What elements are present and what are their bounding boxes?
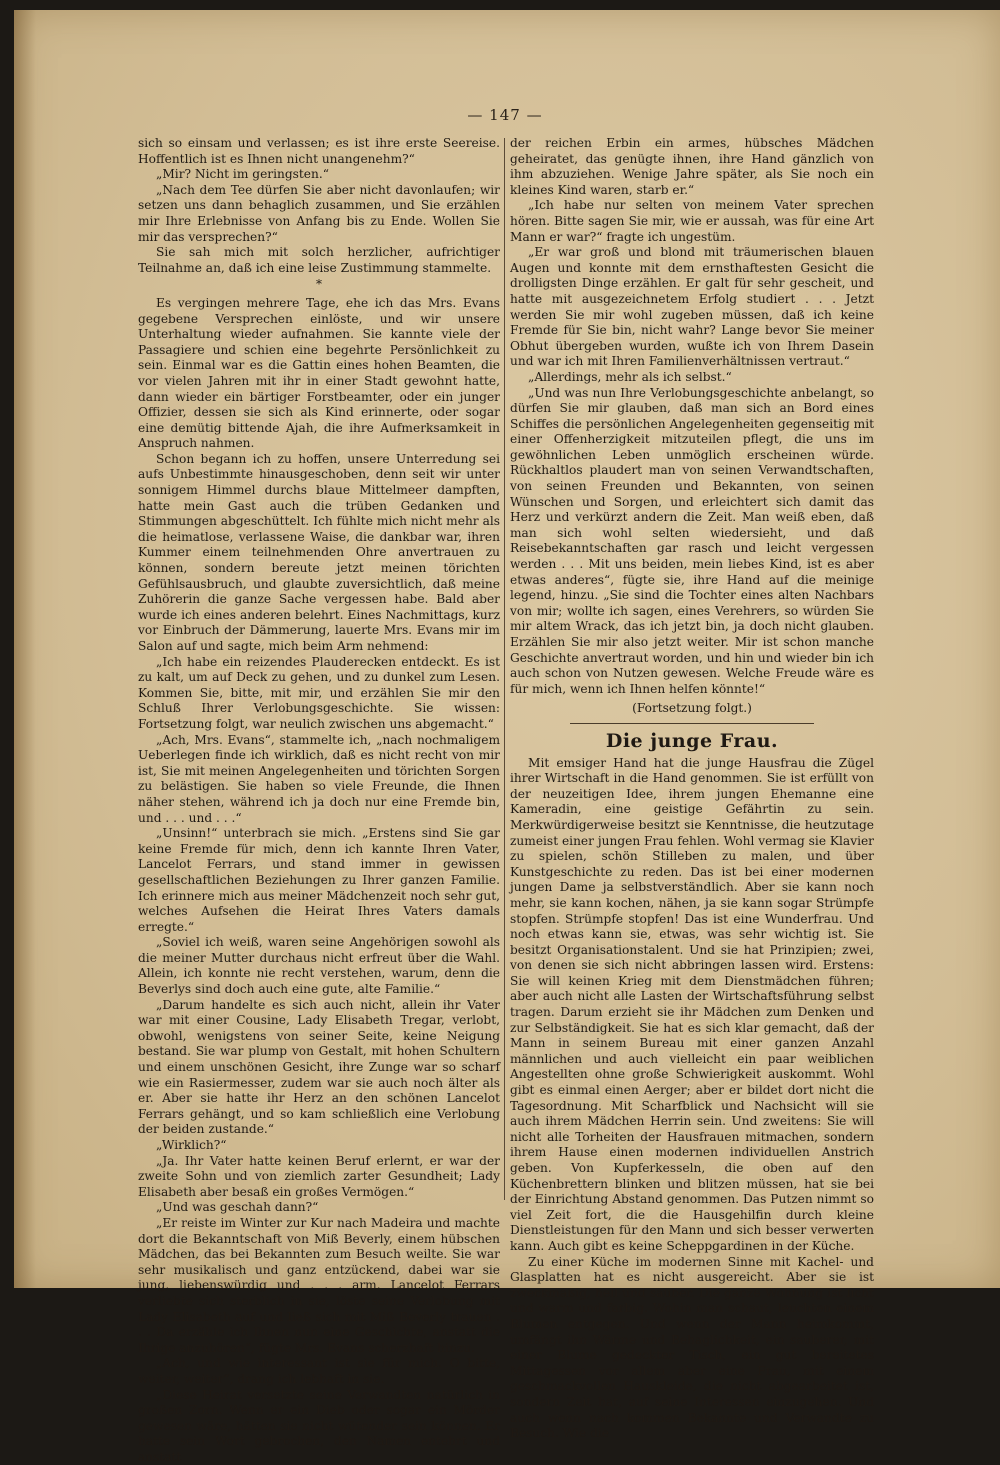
newspaper-page <box>14 10 1000 1288</box>
article-title: Die junge Frau. <box>510 734 874 750</box>
paragraph: Zu einer Küche im modernen Sinne mit Kachel- und Glasplatten hat es nicht ausgereicht. Aber sie ist zweckmäßig, hell und sauber. Die ganze Wohnung ist licht und warm und farbig. Wohin man schaut, leuchten einem Blumen entgegen. Und wenn der Mann heimkommt, umfängt ihn Wärme und Behaglichkeit, ein sauberer, mit einer Blume gedeckter Tisch, ein gut bereitetes Mittagessen vor allem aber eine Frau, mit einem geschmackvollen Hauskleide, die nicht abgearbeitet ist, sondern Zeit hat, auf seine Interessen einzugehen. Und auch wenn nach kommen Bekannte und Verwandte zu Besuch. Wie die <box>510 1255 874 1442</box>
paragraph: „Wirklich?“ <box>138 1138 500 1154</box>
article-rule <box>570 723 814 724</box>
paragraph: Sie sah mich mit solch herzlicher, aufrichtiger Teilnahme an, daß ich eine leise Zustimmung stammelte. <box>138 245 500 276</box>
paragraph: Schon begann ich zu hoffen, unsere Unterredung sei aufs Unbestimmte hinausgeschoben, denn seit wir unter sonnigem Himmel durchs blaue Mittelmeer dampften, hatte mein Gast auch die trüben Gedanken und Stimmungen abgeschüttelt. Ich fühlte mich nicht mehr als die heimatlose, verlassene Waise, die dankbar war, ihren Kummer einem teilnehmenden Ohre anvertrauen zu können, sondern bereute jetzt meinen törichten Gefühlsausbruch, und glaubte zuversichtlich, daß meine Zuhörerin die ganze Sache vergessen habe. Bald aber wurde ich eines anderen belehrt. Eines Nachmittags, kurz vor Einbruch der Dämmerung, lauerte Mrs. Evans mir im Salon auf und sagte, mich beim Arm nehmend: <box>138 452 500 655</box>
paragraph: der reichen Erbin ein armes, hübsches Mädchen geheiratet, das genügte ihnen, ihre Hand gänzlich von ihm abzuziehen. Wenige Jahre später, als Sie noch ein kleines Kind waren, starb er.“ <box>510 136 874 198</box>
left-column <box>138 136 500 1204</box>
paragraph: „Ich habe nur selten von meinem Vater sprechen hören. Bitte sagen Sie mir, wie er aussah, was für eine Art Mann er war?“ fragte ich ungestüm. <box>510 198 874 245</box>
paragraph: „Mir? Nicht im geringsten.“ <box>138 167 500 183</box>
paragraph: „Soviel ich weiß, waren seine Angehörigen sowohl als die meiner Mutter durchaus nicht erfreut über die Wahl. Allein, ich konnte nie recht verstehen, warum, denn die Beverlys sind doch auch eine gute, alte Familie.“ <box>138 935 500 997</box>
continuation-note: (Fortsetzung folgt.) <box>510 701 874 717</box>
paragraph: „Ja. Ihr Vater hatte keinen Beruf erlernt, er war der zweite Sohn und von ziemlich zarter Gesundheit; Lady Elisabeth aber besaß ein großes Vermögen.“ <box>138 1154 500 1201</box>
paragraph: „Ach, und wie interessant ist sie für mich. O bitte, weiter, weiter“, drang ich lebhaft in sie. <box>138 1356 500 1387</box>
paragraph: „Unsinn!“ unterbrach sie mich. „Erstens sind Sie gar keine Fremde für mich, denn ich kannte Ihren Vater, Lancelot Ferrars, und stand immer in gewissen gesellschaftlichen Beziehungen zu Ihrer ganzen Familie. Ich erinnere mich aus meiner Mädchenzeit noch sehr gut, welches Aufsehen die Heirat Ihres Vaters damals erregte.“ <box>138 826 500 935</box>
paragraph: „Er reiste im Winter zur Kur nach Madeira und machte dort die Bekanntschaft von Miß Beverly, einem hübschen Mädchen, das bei Bekannten zum Besuch weilte. Sie war sehr musikalisch und ganz entzückend, dabei war sie jung, liebenswürdig und . . . arm. Lancelot Ferrars verliebte sich sterblich in sie, löste seine Verlobung mit Lady Elisabeth auf und ließ sich mit Miß Beverly trauen . . . Da erzähle ich Ihnen nun eine Geschichte, anstatt die Ihrige anzuhören“, fügte Mrs. Evans scherzhaft hinzu. <box>138 1216 500 1356</box>
paragraph: „Er war groß und blond mit träumerischen blauen Augen und konnte mit dem ernsthaftesten Gesicht die drolligsten Dinge erzählen. Er galt für sehr gescheit, und hatte mit ausgezeichnetem Erfolg studiert . . . Jetzt werden Sie mir wohl zugeben müssen, daß ich keine Fremde für Sie bin, nicht wahr? Lange bevor Sie meiner Obhut übergeben wurden, wußte ich von Ihrem Dasein und war ich mit Ihren Familienverhältnissen vertraut.“ <box>510 245 874 370</box>
paragraph: „Ach, Mrs. Evans“, stammelte ich, „nach nochmaligem Ueberlegen finde ich wirklich, daß es nicht recht von mir ist, Sie mit meinen Angelegenheiten und törichten Sorgen zu belästigen. Sie haben so viele Freunde, die Ihnen näher stehen, während ich ja doch nur eine Fremde bin, und . . . und . . .“ <box>138 733 500 827</box>
paragraph: Mit emsiger Hand hat die junge Hausfrau die Zügel ihrer Wirtschaft in die Hand genommen. Sie ist erfüllt von der neuzeitigen Idee, ihrem jungen Ehemanne eine Kameradin, eine geistige Gefährtin zu sein. Merkwürdigerweise besitzt sie Kenntnisse, die heutzutage zumeist einer jungen Frau fehlen. Wohl vermag sie Klavier zu spielen, schön Stilleben zu malen, und über Kunstgeschichte zu reden. Das ist bei einer modernen jungen Dame ja selbstverständlich. Aber sie kann noch mehr, sie kann kochen, nähen, ja sie kann sogar Strümpfe stopfen. Strümpfe stopfen! Das ist eine Wunderfrau. Und noch etwas kann sie, etwas, was sehr wichtig ist. Sie besitzt Organisationstalent. Und sie hat Prinzipien; zwei, von denen sie sich nicht abbringen lassen wird. Erstens: Sie will keinen Krieg mit dem Dienstmädchen führen; aber auch nicht alle Lasten der Wirtschaftsführung selbst tragen. Darum erzieht sie ihr Mädchen zum Denken und zur Selbständigkeit. Sie hat es sich klar gemacht, daß der Mann in seinem Bureau mit einer ganzen Anzahl männlichen und auch vielleicht ein paar weiblichen Angestellten ohne große Schwierigkeit auskommt. Wohl gibt es einmal einen Aerger; aber er bildet dort nicht die Tagesordnung. Mit Scharfblick und Nachsicht will sie auch ihrem Mädchen Herrin sein. Und zweitens: Sie will nicht alle Torheiten der Hausfrauen mitmachen, sondern ihrem Hause einen modernen individuellen Anstrich geben. Von Kupferkesseln, die oben auf den Küchenbrettern blinken und blitzen müssen, hat sie bei der Einrichtung Abstand genommen. Das Putzen nimmt so viel Zeit fort, die die Hausgehilfin durch kleine Dienstleistungen für den Mann und sich besser verwerten kann. Auch gibt es keine Scheppgardinen in der Küche. <box>510 756 874 1255</box>
paragraph: „Allerdings, mehr als ich selbst.“ <box>510 370 874 386</box>
paragraph: „Und was geschah dann?“ <box>138 1200 500 1216</box>
column-divider <box>504 138 505 1200</box>
paragraph: „Diese Heirat versetzte seine Verwandten natürlich in großen Zorn. Wenn er ein Dieb oder sogar ein Mörder gewesen wäre, hätten sie nicht wütender sein können. Er hatte sein Wort gebrochen, den Namen entehrt und anstatt <box>138 1388 500 1465</box>
section-separator: * <box>138 277 500 293</box>
page-number: — 147 — <box>460 106 550 124</box>
right-column <box>510 136 874 1204</box>
paragraph: „Ich habe ein reizendes Plauderecken entdeckt. Es ist zu kalt, um auf Deck zu gehen, und zu dunkel zum Lesen. Kommen Sie, bitte, mit mir, und erzählen Sie mir den Schluß Ihrer Verlobungsgeschichte. Sie wissen: Fortsetzung folgt, war neulich zwischen uns abgemacht.“ <box>138 655 500 733</box>
paragraph: „Darum handelte es sich auch nicht, allein ihr Vater war mit einer Cousine, Lady Elisabeth Tregar, verlobt, obwohl, wenigstens von seiner Seite, keine Neigung bestand. Sie war plump von Gestalt, mit hohen Schultern und einem unschönen Gesicht, ihre Zunge war so scharf wie ein Rasiermesser, zudem war sie auch noch älter als er. Aber sie hatte ihr Herz an den schönen Lancelot Ferrars gehängt, und so kam schließlich eine Verlobung der beiden zustande.“ <box>138 998 500 1138</box>
paragraph: Es vergingen mehrere Tage, ehe ich das Mrs. Evans gegebene Versprechen einlöste, und wir unsere Unterhaltung wieder aufnahmen. Sie kannte viele der Passagiere und schien eine begehrte Persönlichkeit zu sein. Einmal war es die Gattin eines hohen Beamten, die vor vielen Jahren mit ihr in einer Stadt gewohnt hatte, dann wieder ein bärtiger Forstbeamter, oder ein junger Offizier, dessen sie sich als Kind erinnerte, oder sogar eine demütig bittende Ajah, die ihre Aufmerksamkeit in Anspruch nahmen. <box>138 296 500 452</box>
paragraph: „Und was nun Ihre Verlobungsgeschichte anbelangt, so dürfen Sie mir glauben, daß man sich an Bord eines Schiffes die persönlichen Angelegenheiten gegenseitig mit einer Offenherzigkeit mitzuteilen pflegt, die uns im gewöhnlichen Leben unmöglich erscheinen würde. Rückhaltlos plaudert man von seinen Verwandtschaften, von seinen Freunden und Bekannten, von seinen Wünschen und Sorgen, und erleichtert sich damit das Herz und verkürzt andern die Zeit. Man weiß eben, daß man sich wohl selten wiedersieht, und daß Reisebekanntschaften gar rasch und leicht vergessen werden . . . Mit uns beiden, mein liebes Kind, ist es aber etwas anderes“, fügte sie, ihre Hand auf die meinige legend, hinzu. „Sie sind die Tochter eines alten Nachbars von mir; wollte ich sagen, eines Verehrers, so würden Sie mir altem Wrack, das ich jetzt bin, ja doch nicht glauben. Erzählen Sie mir also jetzt weiter. Mir ist schon manche Geschichte anvertraut worden, und hin und wieder bin ich auch schon von Nutzen gewesen. Welche Freude wäre es für mich, wenn ich Ihnen helfen könnte!“ <box>510 386 874 698</box>
paragraph: „Nach dem Tee dürfen Sie aber nicht davonlaufen; wir setzen uns dann behaglich zusammen, und Sie erzählen mir Ihre Erlebnisse von Anfang bis zu Ende. Wollen Sie mir das versprechen?“ <box>138 183 500 245</box>
paragraph: sich so einsam und verlassen; es ist ihre erste Seereise. Hoffentlich ist es Ihnen nicht unangenehm?“ <box>138 136 500 167</box>
